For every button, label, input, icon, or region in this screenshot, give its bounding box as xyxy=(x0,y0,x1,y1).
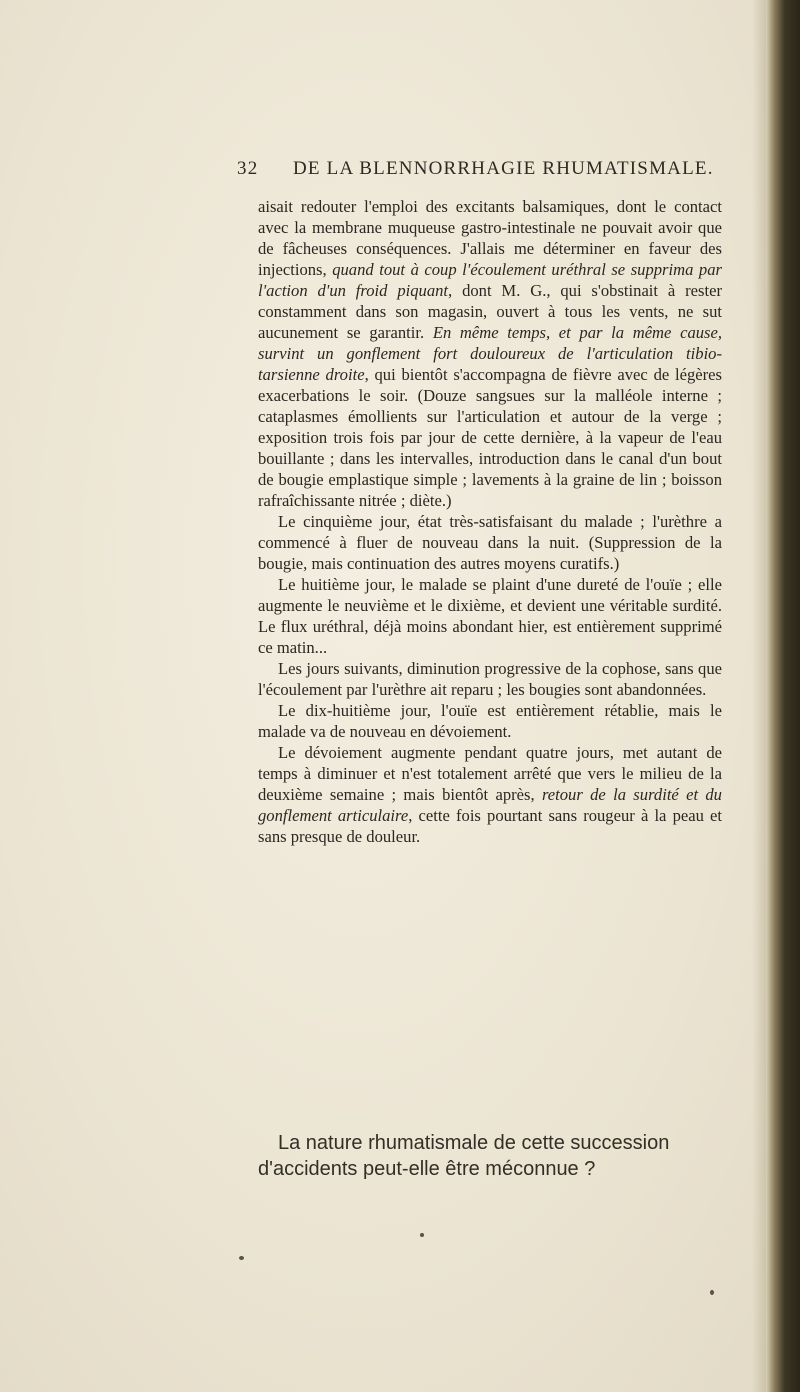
closing-question xyxy=(258,1130,728,1182)
body-paragraph xyxy=(258,574,722,658)
text-run: , cette fois pourtant sans rougeur à la peau et sans presque de douleur. xyxy=(258,806,723,846)
text-run: , qui bientôt s'accompagna de fièvre avec de légères exacerbations le soir. (Douze sangsues sur la malléole interne ; cataplasmes émollients sur l'articulation et autour de la verge ; exposition trois fois par jour de cette dernière, à la vapeur de l'eau bouillante ; dans les intervalles, introduction dans le canal d'un bout de bougie emplastique simple ; lavements à la graine de lin ; boisson rafraîchissante nitrée ; diète.) xyxy=(258,365,722,510)
text-run: Le dévoiement augmente pendant quatre jours, met autant de temps à diminuer et n'est totalement arrêté que vers le milieu de la deuxième semaine ; mais bientôt après, xyxy=(258,743,722,804)
text-run: , dont M. G., qui s'obstinait à rester constamment dans son magasin, ouvert à tous les vents, ne sut aucunement se garantir. xyxy=(258,281,722,342)
text-run: Le huitième jour, le malade se plaint d'une dureté de l'ouïe ; elle augmente le neuvième et le dixième, et devient une véritable surdité. Le flux uréthral, déjà moins abondant hier, est entièrement supprimé ce matin... xyxy=(258,575,722,657)
body-paragraph xyxy=(258,700,722,742)
text-run: Le dix-huitième jour, l'ouïe est entièrement rétablie, mais le malade va de nouveau en dévoiement. xyxy=(258,701,722,741)
ink-speck xyxy=(710,1290,714,1295)
body-paragraph xyxy=(258,658,722,700)
text-run: Les jours suivants, diminution progressive de la cophose, sans que l'écoulement par l'urèthre ait reparu ; les bougies sont abandonnées. xyxy=(258,659,722,699)
body-text xyxy=(258,196,722,847)
adjacent-page-edge xyxy=(766,0,800,1392)
running-title: DE LA BLENNORRHAGIE RHUMATISMALE. xyxy=(293,158,714,179)
italic-run: quand tout à coup l'écoulement uréthral se supprima par l'action d'un froid piquant xyxy=(258,260,722,300)
page-header xyxy=(237,158,737,188)
italic-run: En même temps, et par la même cause, survint un gonflement fort douloureux de l'articulation tibio-tarsienne droite xyxy=(258,323,723,384)
italic-run: retour de la surdité et du gonflement articulaire xyxy=(258,785,722,825)
text-run: aisait redouter l'emploi des excitants balsamiques, dont le contact avec la membrane muqueuse gastro-intestinale ne pouvait avoir que de fâcheuses conséquences. J'allais me déterminer en faveur des injections, xyxy=(258,197,722,279)
ink-speck xyxy=(239,1256,244,1260)
body-paragraph xyxy=(258,196,722,511)
body-paragraph xyxy=(258,742,722,847)
page-gutter-shadow xyxy=(752,0,766,1392)
text-run: Le cinquième jour, état très-satisfaisant du malade ; l'urèthre a commencé à fluer de nouveau dans la nuit. (Suppression de la bougie, mais continuation des autres moyens curatifs.) xyxy=(258,512,722,573)
closing-paragraph: La nature rhumatismale de cette succession d'accidents peut-elle être méconnue ? xyxy=(258,1132,670,1180)
ink-speck xyxy=(420,1233,424,1237)
page-number: 32 xyxy=(237,158,259,179)
body-paragraph xyxy=(258,511,722,574)
